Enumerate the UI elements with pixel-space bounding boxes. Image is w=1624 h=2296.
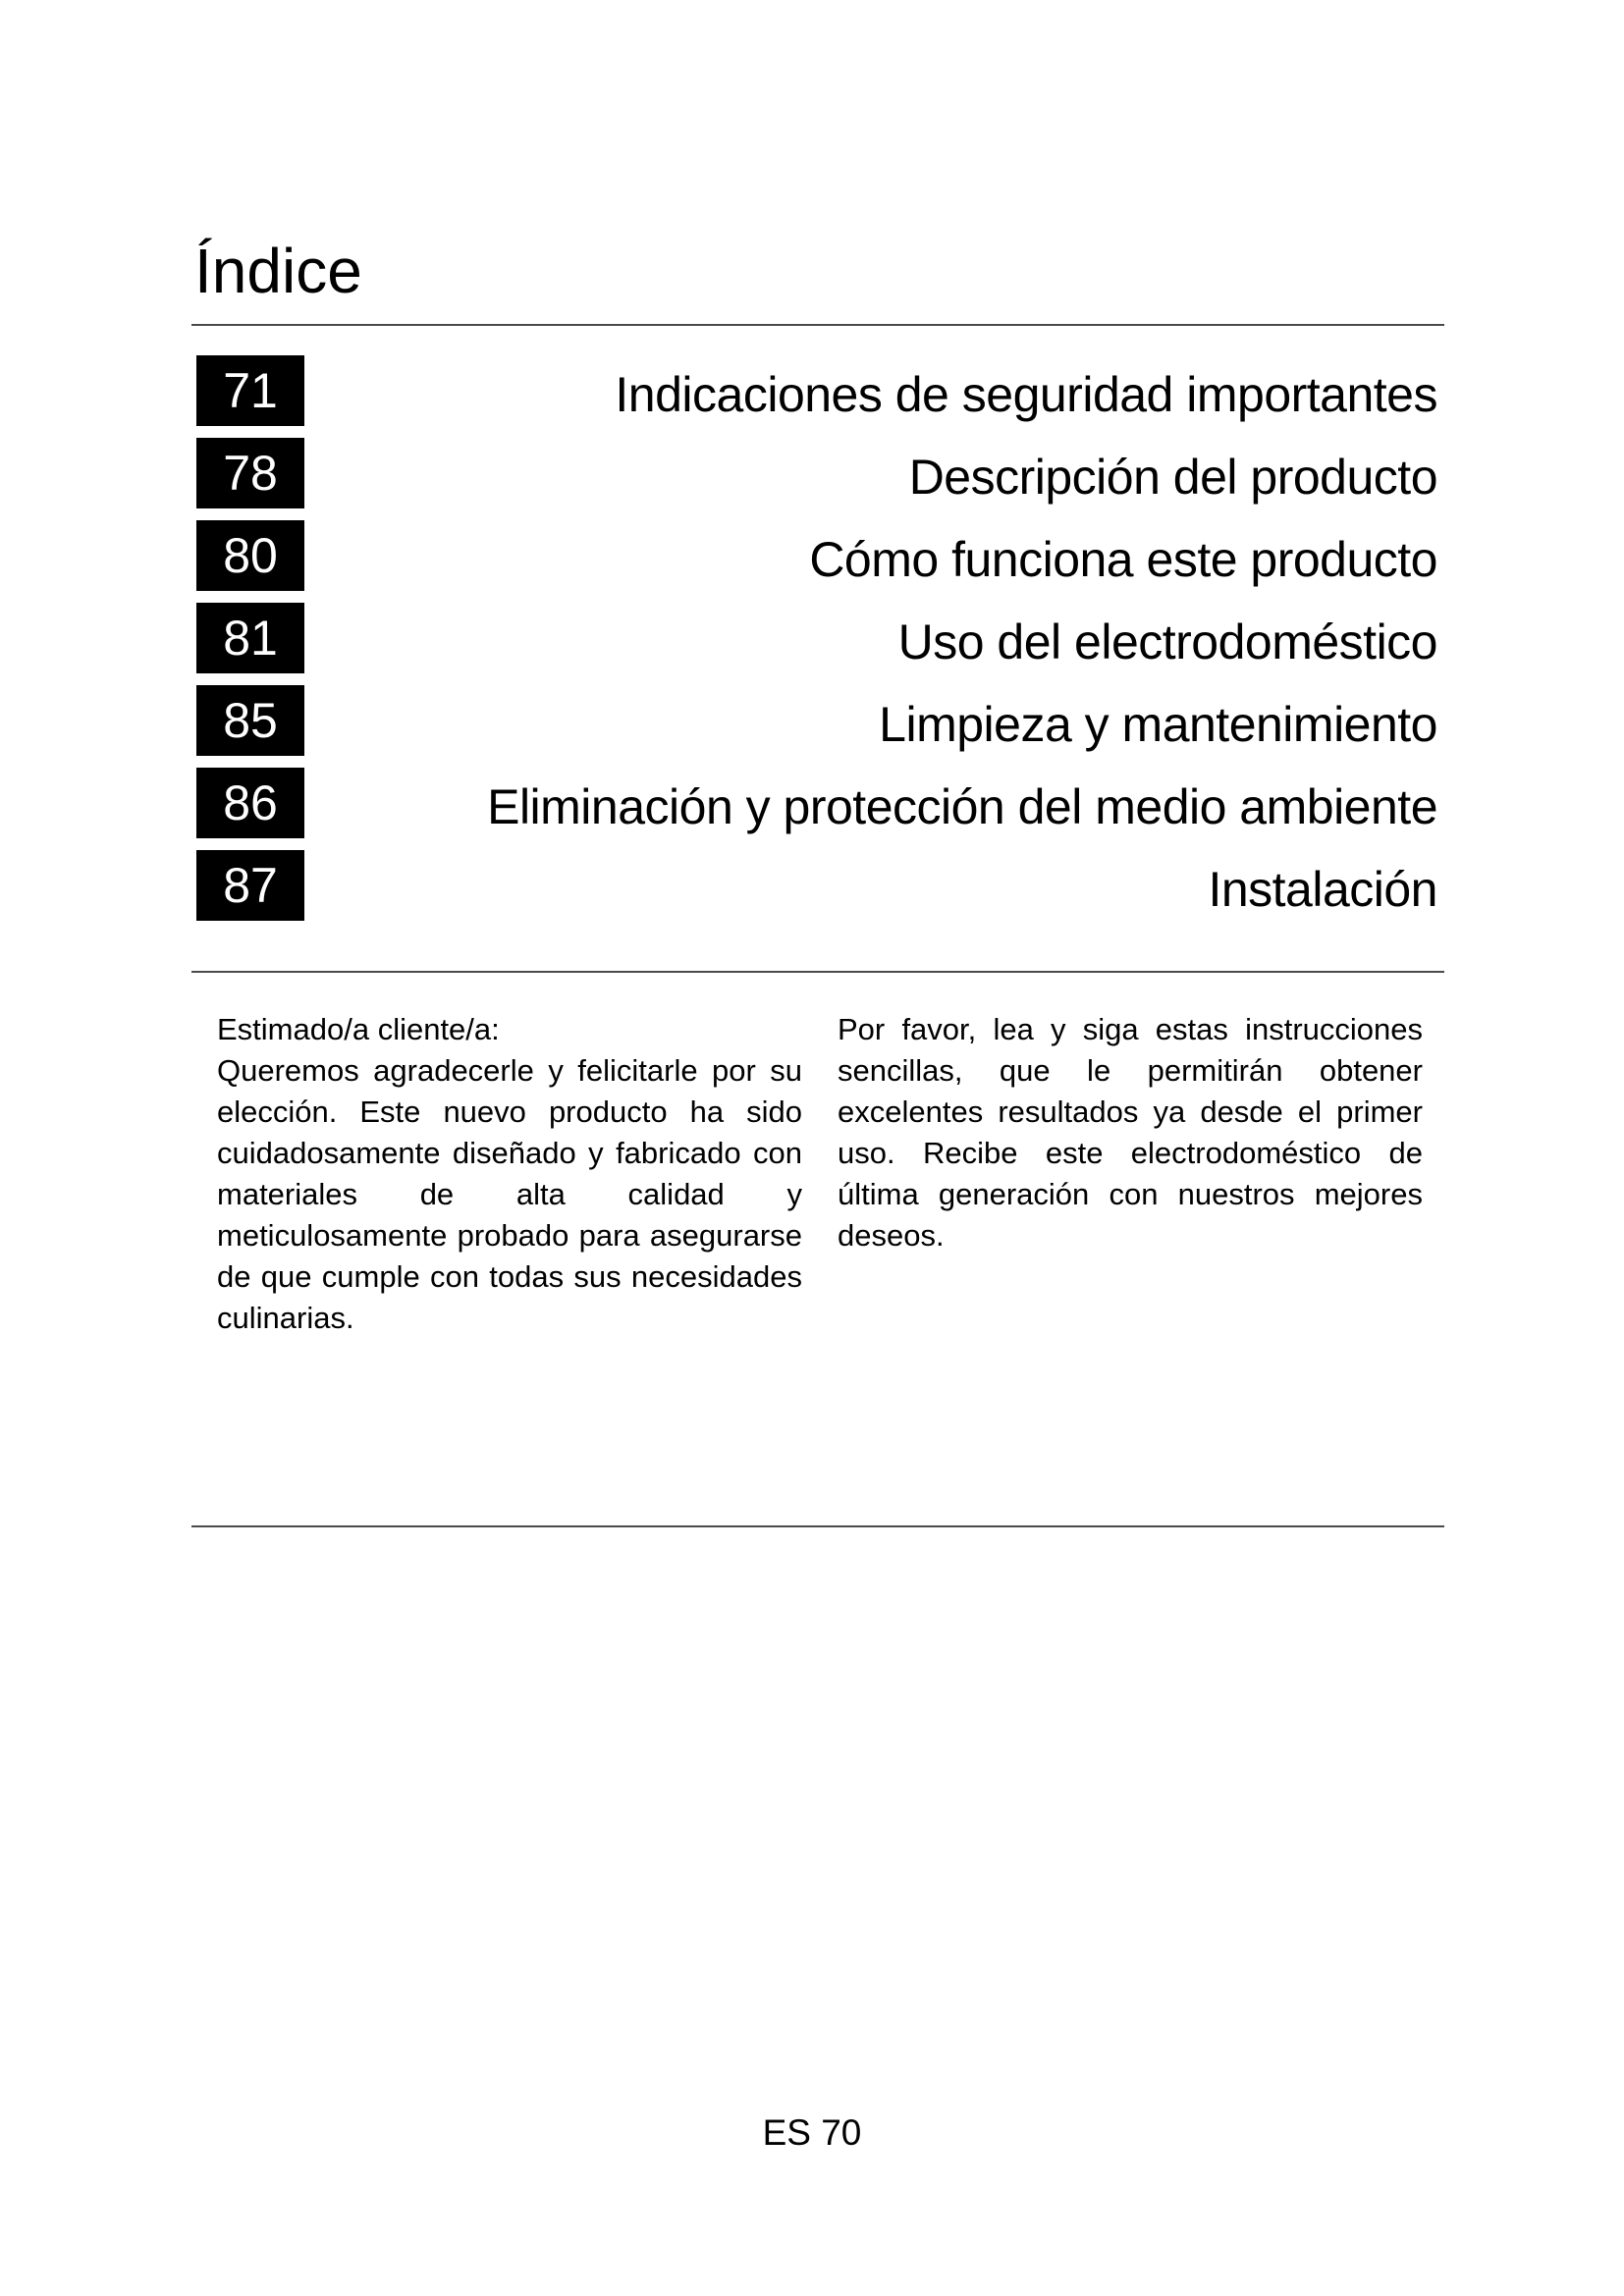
toc-page-number: 78 [196, 438, 304, 508]
toc-page-number: 86 [196, 768, 304, 838]
intro-left-paragraph: Queremos agradecerle y felicitarle por su elección. Este nuevo producto ha sido cuidadosamente diseñado y fabricado con materiales de alta calidad y meticulosamente probado para asegurarse de que cumple con todas sus necesidades culinarias. [217, 1053, 802, 1335]
divider-top [191, 324, 1444, 326]
page-number: ES 70 [762, 2112, 862, 2153]
intro-column-left [217, 1009, 802, 1339]
toc-entry-title: Instalación [1208, 862, 1437, 917]
intro-right-paragraph: Por favor, lea y siga estas instrucciones sencillas, que le permitirán obtener excelentes resultados ya desde el primer uso. Recibe este electrodoméstico de última generación con nuestros mejores deseos. [838, 1012, 1423, 1253]
intro-greeting: Estimado/a cliente/a: [217, 1012, 500, 1046]
toc-entry[interactable] [196, 520, 1437, 591]
toc-page-number: 71 [196, 355, 304, 426]
toc-entry[interactable] [196, 768, 1437, 838]
toc-page-number: 80 [196, 520, 304, 591]
toc-page-number: 85 [196, 685, 304, 756]
toc-entry-title: Indicaciones de seguridad importantes [615, 367, 1437, 422]
toc-entry-title: Descripción del producto [908, 450, 1437, 505]
page-title: Índice [194, 236, 362, 306]
toc-entry[interactable] [196, 355, 1437, 426]
toc-entry[interactable] [196, 438, 1437, 508]
intro-column-right [838, 1009, 1423, 1256]
toc-page-number: 81 [196, 603, 304, 673]
table-of-contents [196, 355, 1437, 933]
divider-bottom [191, 1525, 1444, 1527]
toc-entry-title: Uso del electrodoméstico [897, 614, 1437, 669]
toc-entry-title: Cómo funciona este producto [809, 532, 1437, 587]
divider-middle [191, 971, 1444, 973]
toc-entry-title: Eliminación y protección del medio ambiente [487, 779, 1437, 834]
toc-entry[interactable] [196, 685, 1437, 756]
toc-entry[interactable] [196, 850, 1437, 921]
toc-entry[interactable] [196, 603, 1437, 673]
toc-entry-title: Limpieza y mantenimiento [879, 697, 1437, 752]
toc-page-number: 87 [196, 850, 304, 921]
